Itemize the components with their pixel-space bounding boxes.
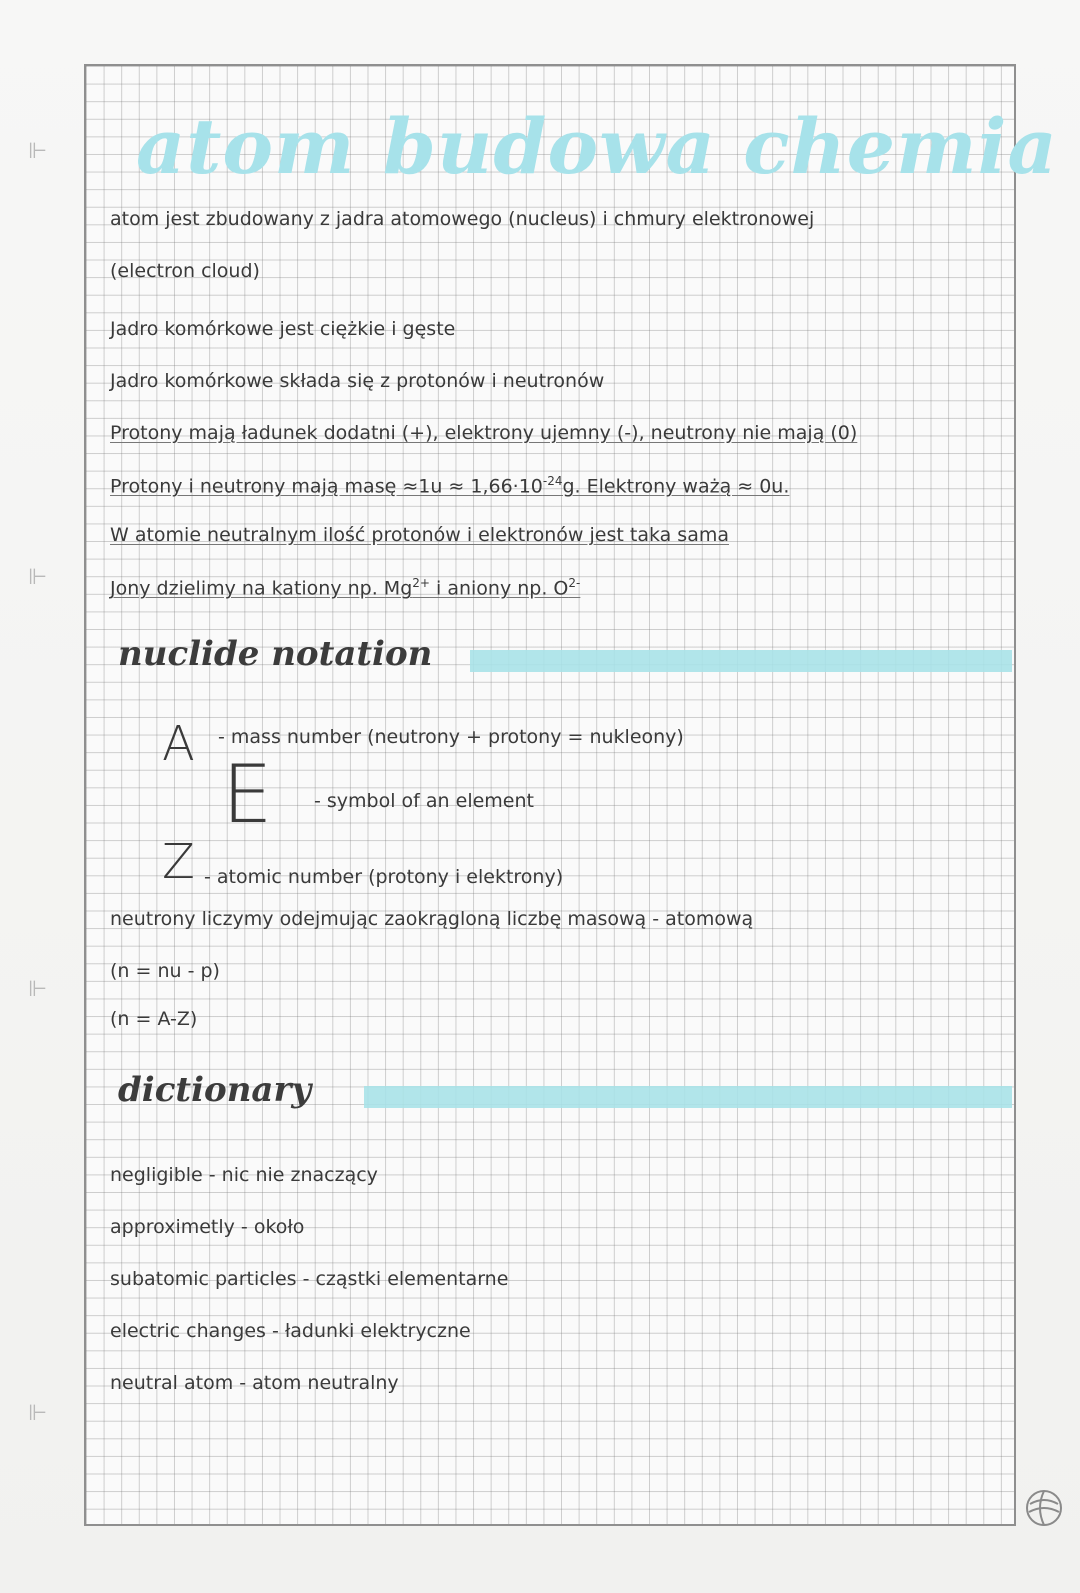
grid-sheet <box>84 64 1058 1526</box>
neutron-rule: neutrony liczymy odejmując zaokrągloną liczbę masową - atomową <box>110 908 754 930</box>
dictionary-entry: approximetly - około <box>110 1216 305 1238</box>
binder-hole-icon: ⊩ <box>28 139 48 164</box>
dictionary-entry: subatomic particles - cząstki elementarne <box>110 1268 509 1290</box>
dictionary-heading: dictionary <box>118 1070 312 1110</box>
note-line: (electron cloud) <box>110 260 260 282</box>
mg-charge: 2+ <box>412 576 430 590</box>
note-line: Jadro komórkowe jest ciężkie i gęste <box>110 318 456 340</box>
formula-line: (n = A-Z) <box>110 1008 198 1030</box>
globe-logo-icon <box>1024 1488 1064 1528</box>
atomic-number-label: - atomic number (protony i elektrony) <box>204 866 564 888</box>
binder-hole-icon: ⊩ <box>28 565 48 590</box>
page-title: atom budowa chemia <box>136 102 1058 191</box>
mass-number-label: - mass number (neutrony + protony = nukleony) <box>218 726 684 748</box>
nuclide-diagram <box>154 716 954 906</box>
note-line: atom jest zbudowany z jadra atomowego (nucleus) i chmury elektronowej <box>110 208 815 230</box>
formula-line: (n = nu - p) <box>110 960 220 982</box>
binder-hole-icon: ⊩ <box>28 977 48 1002</box>
mass-tail: g. Elektrony ważą ≈ 0u. <box>562 475 790 498</box>
atomic-number-letter: Z <box>162 834 195 890</box>
ions-text: Jony dzielimy na kationy np. Mg <box>110 577 413 600</box>
note-line: W atomie neutralnym ilość protonów i elektronów jest taka sama <box>110 524 730 546</box>
note-line <box>110 474 789 497</box>
dictionary-entry: negligible - nic nie znaczący <box>110 1164 378 1186</box>
o-charge: 2- <box>568 576 581 590</box>
heading-highlight <box>470 650 1012 672</box>
anions-text: i aniony np. O <box>436 577 569 600</box>
note-line <box>110 576 580 599</box>
dictionary-entry: neutral atom - atom neutralny <box>110 1372 399 1394</box>
nuclide-heading: nuclide notation <box>118 634 433 674</box>
mass-exponent: -24 <box>542 474 563 488</box>
element-symbol-letter: E <box>222 748 273 841</box>
dictionary-entry: electric changes - ładunki elektryczne <box>110 1320 471 1342</box>
heading-highlight <box>364 1086 1012 1108</box>
note-line: Protony mają ładunek dodatni (+), elektrony ujemny (-), neutrony nie mają (0) <box>110 422 858 444</box>
symbol-label: - symbol of an element <box>314 790 534 812</box>
note-line: Jadro komórkowe składa się z protonów i neutronów <box>110 370 605 392</box>
mass-text: Protony i neutrony mają masę ≈1u ≈ 1,66·10 <box>110 475 543 498</box>
binder-hole-icon: ⊩ <box>28 1401 48 1426</box>
mass-number-letter: A <box>162 716 195 772</box>
